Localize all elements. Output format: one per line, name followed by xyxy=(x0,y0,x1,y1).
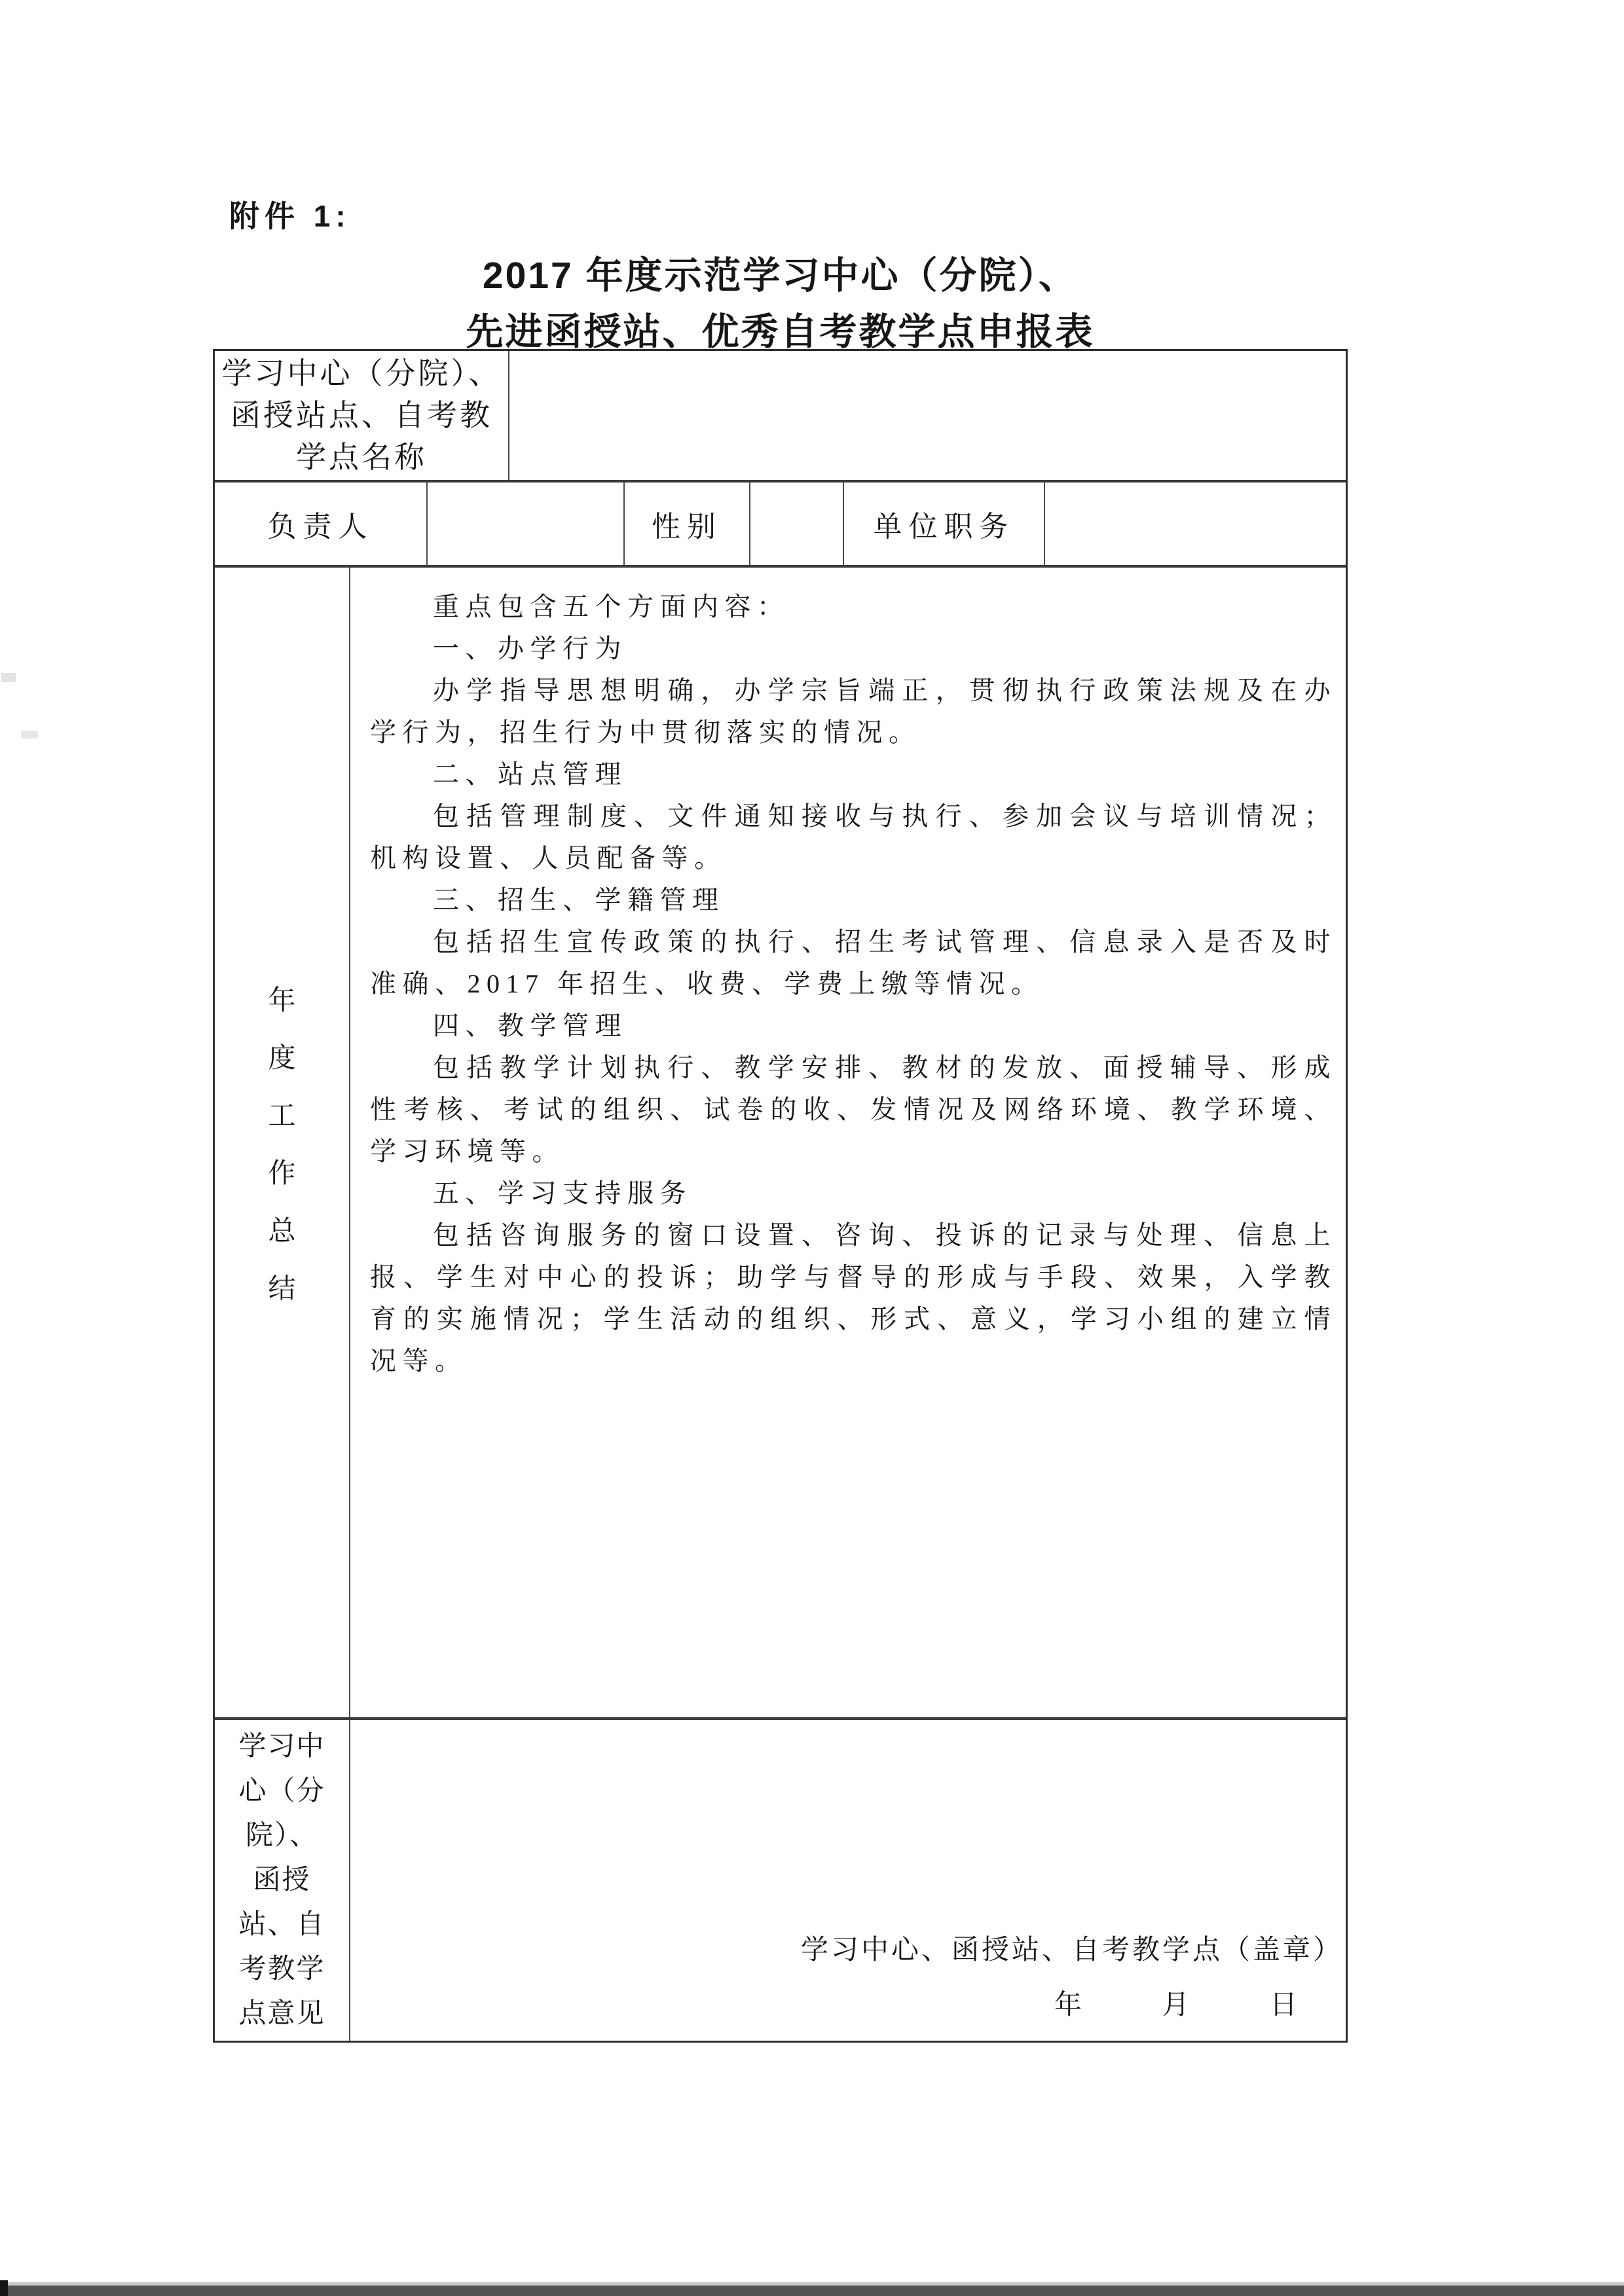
position-label: 单位职务 xyxy=(843,483,1044,565)
opinion-label-line: 函授 xyxy=(253,1865,311,1895)
date-line xyxy=(350,1983,1346,2022)
annual-summary-label-char: 年 xyxy=(268,986,296,1016)
gender-label: 性别 xyxy=(623,483,749,565)
summary-paragraph: 包括教学计划执行、教学安排、教材的发放、面授辅导、形成性考核、考试的组织、试卷的收、发情况及网络环境、教学环境、学习环境等。 xyxy=(370,1053,1337,1166)
opinion-label-line: 心（分 xyxy=(238,1776,325,1806)
scan-corner-mark xyxy=(0,2280,8,2296)
opinion-label-line: 院）、 xyxy=(245,1821,318,1851)
annual-summary-label-char: 结 xyxy=(268,1274,296,1304)
date-year-label: 年 xyxy=(1054,1990,1082,2020)
unit-name-label-line3: 学点名称 xyxy=(296,440,427,474)
unit-name-label xyxy=(215,351,508,480)
summary-paragraph: 四、教学管理 xyxy=(433,1011,627,1040)
row-unit-name xyxy=(215,351,1346,480)
page-title-line1: 2017 年度示范学习中心（分院）、 xyxy=(482,255,1079,297)
summary-paragraph: 重点包含五个方面内容： xyxy=(433,592,790,621)
annual-summary-label-char: 总 xyxy=(268,1216,296,1247)
page-title-line2: 先进函授站、优秀自考教学点申报表 xyxy=(466,311,1095,353)
row-leader xyxy=(215,480,1346,565)
summary-paragraph: 办学指导思想明确，办学宗旨端正，贯彻执行政策法规及在办学行为，招生行为中贯彻落实的情况。 xyxy=(370,676,1337,747)
annual-summary-label-char: 工 xyxy=(268,1101,296,1131)
date-month-label: 月 xyxy=(1162,1990,1190,2020)
attachment-label: 附件 1: xyxy=(229,199,351,233)
summary-paragraph: 五、学习支持服务 xyxy=(433,1178,692,1208)
gender-input-cell[interactable] xyxy=(749,483,843,565)
row-opinion xyxy=(215,1717,1346,2041)
date-day-label: 日 xyxy=(1269,1990,1297,2020)
summary-paragraph: 二、站点管理 xyxy=(433,759,627,789)
position-input-cell[interactable] xyxy=(1044,483,1346,565)
summary-paragraph: 包括招生宣传政策的执行、招生考试管理、信息录入是否及时准确、2017 年招生、收费、学费上缴等情况。 xyxy=(370,927,1337,998)
opinion-label-line: 学习中 xyxy=(238,1732,325,1762)
unit-name-label-line2: 函授站点、自考教 xyxy=(231,398,492,432)
stamp-caption: 学习中心、函授站、自考教学点（盖章） xyxy=(800,1935,1343,1965)
opinion-label-line: 考教学 xyxy=(238,1954,325,1984)
leader-label: 负责人 xyxy=(267,511,374,543)
scan-smudge xyxy=(21,731,38,738)
leader-input-cell[interactable] xyxy=(426,483,623,565)
summary-paragraph: 包括咨询服务的窗口设置、咨询、投诉的记录与处理、信息上报、学生对中心的投诉；助学与督导的形成与手段、效果，入学教育的实施情况；学生活动的组织、形式、意义，学习小组的建立情况等。 xyxy=(370,1220,1337,1376)
unit-name-input-cell[interactable] xyxy=(508,351,1346,480)
summary-paragraph: 一、办学行为 xyxy=(433,634,627,663)
annual-summary-content-cell[interactable] xyxy=(349,568,1346,1717)
annual-summary-label xyxy=(215,568,349,1717)
application-form-table xyxy=(213,349,1348,2043)
scan-smudge xyxy=(1,673,16,682)
scan-edge-bar xyxy=(0,2286,1624,2296)
annual-summary-label-char: 度 xyxy=(268,1044,296,1074)
unit-name-label-line1: 学习中心（分院）、 xyxy=(221,356,502,390)
opinion-label-line: 点意见 xyxy=(238,1999,325,2029)
annual-summary-label-char: 作 xyxy=(268,1159,296,1189)
row-annual-summary xyxy=(215,565,1346,1717)
summary-paragraph: 三、招生、学籍管理 xyxy=(433,885,725,915)
opinion-label xyxy=(215,1720,349,2041)
page-title xyxy=(213,247,1348,360)
summary-paragraph: 包括管理制度、文件通知接收与执行、参加会议与培训情况；机构设置、人员配备等。 xyxy=(370,801,1337,873)
opinion-content-cell[interactable] xyxy=(349,1720,1346,2041)
opinion-label-line: 站、自 xyxy=(238,1910,325,1940)
